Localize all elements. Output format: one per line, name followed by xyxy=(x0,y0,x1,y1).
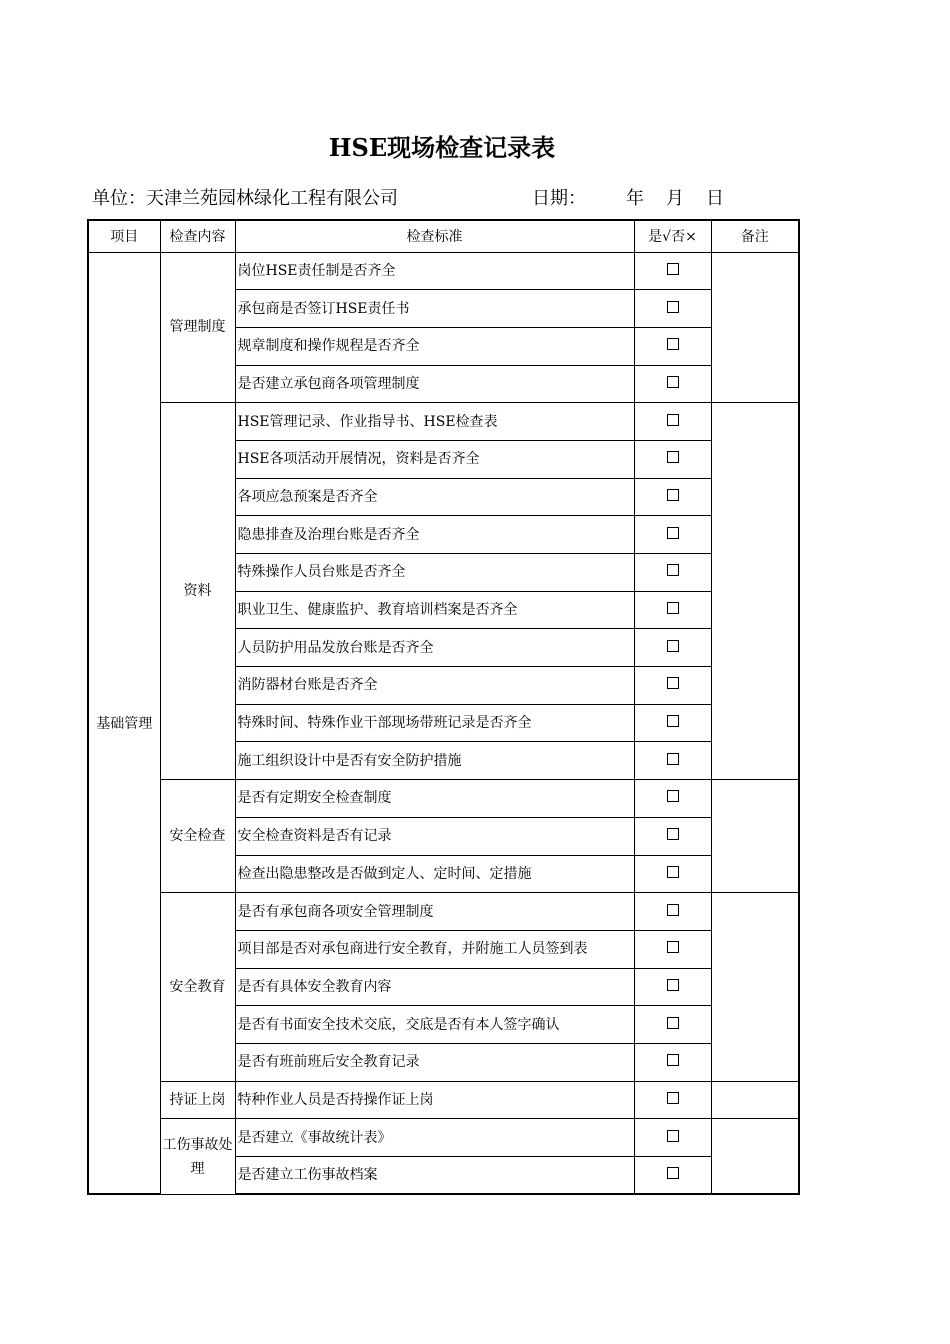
checkbox-empty-icon[interactable] xyxy=(667,715,679,727)
content-cell: 管理制度 xyxy=(160,252,235,403)
standard-text: 消防器材台账是否齐全 xyxy=(237,677,378,694)
checkbox-empty-icon[interactable] xyxy=(667,866,679,878)
standard-text: 特种作业人员是否持操作证上岗 xyxy=(237,1091,434,1108)
checkbox-empty-icon[interactable] xyxy=(667,1130,679,1142)
header-content: 检查内容 xyxy=(160,220,235,252)
content-cell: 安全教育 xyxy=(160,893,235,1081)
standard-cell xyxy=(235,554,634,592)
project-cell: 基础管理 xyxy=(88,252,160,1194)
check-cell xyxy=(634,855,711,893)
check-cell xyxy=(634,1081,711,1119)
check-cell xyxy=(634,327,711,365)
standard-cell xyxy=(235,930,634,968)
standard-cell xyxy=(235,365,634,403)
standard-cell xyxy=(235,893,634,931)
standard-text: 隐患排查及治理台账是否齐全 xyxy=(237,526,420,543)
checkbox-empty-icon[interactable] xyxy=(667,376,679,388)
standard-cell xyxy=(235,403,634,441)
standard-text: 施工组织设计中是否有安全防护措施 xyxy=(237,752,462,769)
standard-text: 各项应急预案是否齐全 xyxy=(237,488,378,505)
standard-text: 是否有班前班后安全教育记录 xyxy=(237,1054,420,1071)
checkbox-empty-icon[interactable] xyxy=(667,979,679,991)
standard-text: 人员防护用品发放台账是否齐全 xyxy=(237,639,434,656)
checkbox-empty-icon[interactable] xyxy=(667,301,679,313)
standard-text: 承包商是否签订HSE责任书 xyxy=(237,300,410,317)
checkbox-empty-icon[interactable] xyxy=(667,677,679,689)
checkbox-empty-icon[interactable] xyxy=(667,489,679,501)
standard-text: HSE管理记录、作业指导书、HSE检查表 xyxy=(237,413,498,430)
check-cell xyxy=(634,591,711,629)
date-day: 日 xyxy=(706,188,724,209)
check-cell xyxy=(634,629,711,667)
check-cell xyxy=(634,1157,711,1195)
note-cell[interactable] xyxy=(711,1081,799,1119)
check-cell xyxy=(634,290,711,328)
header-project: 项目 xyxy=(88,220,160,252)
checkbox-empty-icon[interactable] xyxy=(667,790,679,802)
standard-text: 是否有定期安全检查制度 xyxy=(237,790,392,807)
standard-cell xyxy=(235,1157,634,1195)
standard-text: 是否建立承包商各项管理制度 xyxy=(237,375,420,392)
date-year: 年 xyxy=(626,188,644,209)
content-cell: 持证上岗 xyxy=(160,1081,235,1119)
standard-cell xyxy=(235,1081,634,1119)
check-cell xyxy=(634,817,711,855)
note-cell[interactable] xyxy=(711,1119,799,1194)
standard-text: 安全检查资料是否有记录 xyxy=(237,828,392,845)
standard-cell xyxy=(235,252,634,290)
content-cell: 安全检查 xyxy=(160,780,235,893)
checkbox-empty-icon[interactable] xyxy=(667,904,679,916)
standard-cell xyxy=(235,817,634,855)
check-cell xyxy=(634,704,711,742)
checkbox-empty-icon[interactable] xyxy=(667,451,679,463)
check-cell xyxy=(634,1043,711,1081)
check-cell xyxy=(634,742,711,780)
content-cell: 工伤事故处理 xyxy=(160,1119,235,1194)
table-row xyxy=(88,252,799,290)
standard-text: 岗位HSE责任制是否齐全 xyxy=(237,262,396,279)
check-cell xyxy=(634,403,711,441)
check-cell xyxy=(634,780,711,818)
standard-cell xyxy=(235,591,634,629)
checkbox-empty-icon[interactable] xyxy=(667,414,679,426)
checkbox-empty-icon[interactable] xyxy=(667,1054,679,1066)
standard-text: 是否有承包商各项安全管理制度 xyxy=(237,903,434,920)
check-cell xyxy=(634,478,711,516)
table-row xyxy=(88,1119,799,1157)
check-cell xyxy=(634,1119,711,1157)
checkbox-empty-icon[interactable] xyxy=(667,753,679,765)
standard-text: 规章制度和操作规程是否齐全 xyxy=(237,338,420,355)
header-check: 是√否× xyxy=(634,220,711,252)
checkbox-empty-icon[interactable] xyxy=(667,828,679,840)
note-cell[interactable] xyxy=(711,780,799,893)
table-header-row xyxy=(88,220,799,252)
checkbox-empty-icon[interactable] xyxy=(667,640,679,652)
table-row xyxy=(88,1081,799,1119)
checkbox-empty-icon[interactable] xyxy=(667,1167,679,1179)
check-cell xyxy=(634,667,711,705)
standard-text: 是否有书面安全技术交底，交底是否有本人签字确认 xyxy=(237,1016,560,1033)
unit-label: 单位：天津兰苑园林绿化工程有限公司 xyxy=(92,188,398,209)
standard-cell xyxy=(235,1006,634,1044)
standard-cell xyxy=(235,629,634,667)
date-month: 月 xyxy=(666,188,684,209)
inspection-table xyxy=(87,219,800,1195)
checkbox-empty-icon[interactable] xyxy=(667,564,679,576)
header-standard: 检查标准 xyxy=(235,220,634,252)
table-row xyxy=(88,893,799,931)
standard-text: HSE各项活动开展情况，资料是否齐全 xyxy=(237,451,480,468)
check-cell xyxy=(634,554,711,592)
date-label: 日期： xyxy=(532,188,586,209)
check-cell xyxy=(634,440,711,478)
check-cell xyxy=(634,1006,711,1044)
content-cell: 资料 xyxy=(160,403,235,780)
standard-cell xyxy=(235,780,634,818)
note-cell[interactable] xyxy=(711,403,799,780)
check-cell xyxy=(634,516,711,554)
check-cell xyxy=(634,968,711,1006)
standard-cell xyxy=(235,440,634,478)
standard-text: 是否建立工伤事故档案 xyxy=(237,1167,378,1184)
standard-cell xyxy=(235,742,634,780)
table-row xyxy=(88,780,799,818)
checkbox-empty-icon[interactable] xyxy=(667,263,679,275)
note-cell[interactable] xyxy=(711,252,799,403)
checkbox-empty-icon[interactable] xyxy=(667,527,679,539)
checkbox-empty-icon[interactable] xyxy=(667,1017,679,1029)
standard-cell xyxy=(235,516,634,554)
standard-text: 检查出隐患整改是否做到定人、定时间、定措施 xyxy=(237,865,532,882)
table-row xyxy=(88,403,799,441)
check-cell xyxy=(634,893,711,931)
standard-cell xyxy=(235,855,634,893)
check-cell xyxy=(634,365,711,403)
standard-text: 项目部是否对承包商进行安全教育，并附施工人员签到表 xyxy=(237,941,588,958)
table-body xyxy=(88,252,799,1194)
header-note: 备注 xyxy=(711,220,799,252)
standard-cell xyxy=(235,1043,634,1081)
standard-cell xyxy=(235,478,634,516)
standard-cell xyxy=(235,704,634,742)
standard-text: 是否有具体安全教育内容 xyxy=(237,978,392,995)
check-cell xyxy=(634,930,711,968)
checkbox-empty-icon[interactable] xyxy=(667,941,679,953)
checkbox-empty-icon[interactable] xyxy=(667,338,679,350)
standard-text: 特殊时间、特殊作业干部现场带班记录是否齐全 xyxy=(237,715,532,732)
page-title: HSE现场检查记录表 xyxy=(328,133,556,162)
standard-cell xyxy=(235,327,634,365)
standard-text: 特殊操作人员台账是否齐全 xyxy=(237,564,406,581)
standard-cell xyxy=(235,667,634,705)
date-field xyxy=(532,184,724,210)
standard-cell xyxy=(235,1119,634,1157)
standard-text: 职业卫生、健康监护、教育培训档案是否齐全 xyxy=(237,602,518,619)
check-cell xyxy=(634,252,711,290)
standard-text: 是否建立《事故统计表》 xyxy=(237,1129,392,1146)
standard-cell xyxy=(235,968,634,1006)
note-cell[interactable] xyxy=(711,893,799,1081)
standard-cell xyxy=(235,290,634,328)
checkbox-empty-icon[interactable] xyxy=(667,602,679,614)
checkbox-empty-icon[interactable] xyxy=(667,1092,679,1104)
